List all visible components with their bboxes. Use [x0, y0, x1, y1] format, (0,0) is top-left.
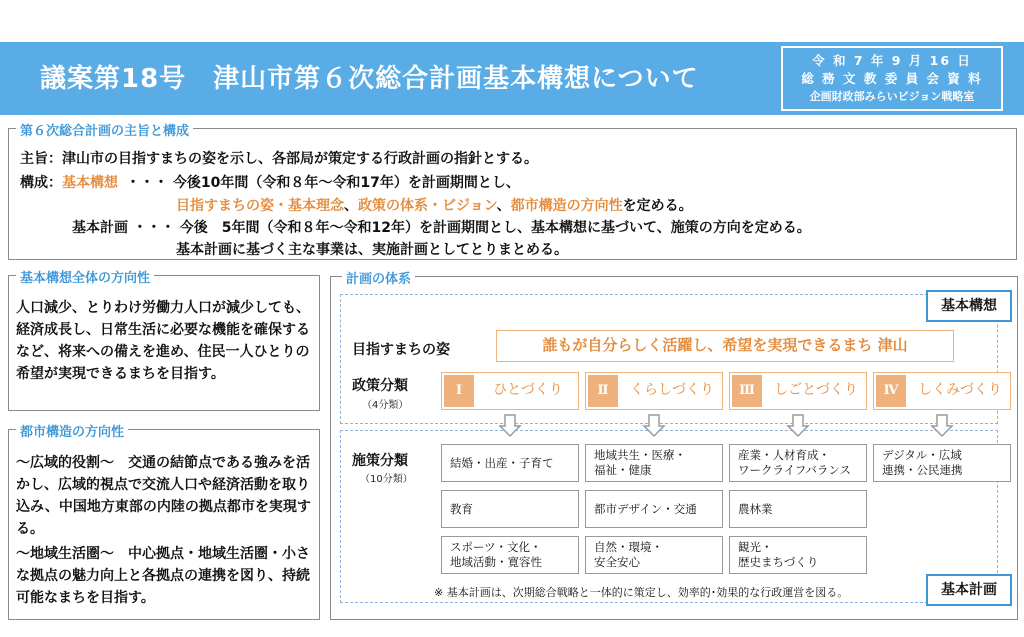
policy-count: （4分類） — [362, 400, 409, 411]
structure-koso-desc: ・・・ 今後10年間（令和８年～令和17年）を計画期間とし、 — [126, 175, 520, 191]
policy-shigotozukuri — [729, 372, 867, 410]
measure-item: 結婚・出産・子育て — [441, 444, 579, 482]
measure-item: 農林業 — [729, 490, 867, 528]
tag-kihon-keikaku: 基本計画 — [926, 574, 1012, 606]
direction-text: 人口減少、とりわけ労働力人口が減少しても、経済成長し、日常生活に必要な機能を確保するなど、将来への備えを進め、住民一人ひとりの希望が実現できるまちを目指す。 — [16, 300, 310, 382]
page-title: 議案第18号 津山市第６次総合計画基本構想について — [40, 64, 699, 94]
measure-item: 教育 — [441, 490, 579, 528]
document-meta-box — [781, 46, 1003, 111]
policy-number: Ⅳ — [876, 375, 906, 407]
term-vision: 目指すまちの姿・基本理念 — [176, 198, 344, 214]
policy-number: Ⅱ — [588, 375, 618, 407]
measure-item: 観光・ 歴史まちづくり — [729, 536, 867, 574]
structure-term-kihon-koso: 基本構想 — [62, 175, 118, 191]
down-arrow-icon — [498, 414, 522, 438]
policy-shikumizukuri — [873, 372, 1011, 410]
overview-koso-contents — [176, 195, 693, 215]
measure-count: （10分類） — [360, 474, 413, 485]
down-arrow-icon — [786, 414, 810, 438]
header-banner — [0, 42, 1024, 115]
policy-number: Ⅰ — [444, 375, 474, 407]
sep-1: 、 — [344, 198, 358, 214]
overview-keikaku-line: 基本計画 ・・・ 今後 5年間（令和８年～令和12年）を計画期間とし、基本構想に基づいて、施策の方向を定める。 — [72, 220, 811, 236]
measure-item: 自然・環境・ 安全安心 — [585, 536, 723, 574]
overview-purpose: 主旨：津山市の目指すまちの姿を示し、各部局が策定する行政計画の指針とする。 — [20, 151, 538, 167]
policy-hitozukuri — [441, 372, 579, 410]
overview-structure-line — [20, 172, 520, 192]
policy-name: しくみづくり — [918, 382, 1002, 398]
urban-structure-title: 都市構造の方向性 — [16, 421, 128, 440]
urban-regional-role: ～広域的役割～ 交通の結節点である強みを活かし、広域的視点で交流人口や経済活動を取り込み、中国地方東部の内陸の拠点都市を実現する。 — [16, 455, 311, 537]
policy-label: 政策分類 — [352, 378, 408, 394]
overview-jisshi-line: 基本計画に基づく主な事業は、実施計画としてとりまとめる。 — [176, 242, 568, 258]
measure-item: 地域共生・医療・ 福祉・健康 — [585, 444, 723, 482]
urban-living-area: ～地域生活圏～ 中心拠点・地域生活圏・小さな拠点の魅力向上と各拠点の連携を図り、持続可能なまちを目指す。 — [16, 546, 310, 606]
policy-name: しごとづくり — [774, 382, 858, 398]
vision-box: 誰もが自分らしく活躍し、希望を実現できるまち 津山 — [496, 330, 954, 362]
policy-name: くらしづくり — [630, 382, 714, 398]
measure-item: 産業・人材育成・ ワークライフバランス — [729, 444, 867, 482]
tag-kihon-koso: 基本構想 — [926, 290, 1012, 322]
meta-department: 企画財政部みらいビジョン戦略室 — [809, 90, 975, 103]
measure-item: デジタル・広域 連携・公民連携 — [873, 444, 1011, 482]
term-policy-system: 政策の体系・ビジョン — [358, 198, 497, 214]
down-arrow-icon — [642, 414, 666, 438]
measure-item: 都市デザイン・交通 — [585, 490, 723, 528]
structure-prefix: 構成： — [20, 175, 62, 191]
koso-contents-end: を定める。 — [622, 198, 693, 214]
policy-kurashizukuri — [585, 372, 723, 410]
policy-name: ひとづくり — [493, 382, 563, 398]
footnote: ※ 基本計画は、次期総合戦略と一体的に策定し、効率的･効果的な行政運営を図る。 — [434, 586, 849, 599]
measure-label: 施策分類 — [352, 453, 408, 469]
policy-number: Ⅲ — [732, 375, 762, 407]
term-urban-structure: 都市構造の方向性 — [510, 198, 623, 214]
direction-title: 基本構想全体の方向性 — [16, 267, 154, 286]
meta-date: 令 和 7 年 9 月 16 日 — [812, 53, 972, 68]
sep-2: 、 — [496, 198, 511, 214]
measure-item: スポーツ・文化・ 地域活動・寛容性 — [441, 536, 579, 574]
vision-label: 目指すまちの姿 — [352, 342, 450, 358]
plan-system-title: 計画の体系 — [342, 268, 415, 287]
down-arrow-icon — [930, 414, 954, 438]
meta-committee: 総 務 文 教 委 員 会 資 料 — [801, 71, 983, 86]
overview-title: 第６次総合計画の主旨と構成 — [16, 120, 193, 139]
